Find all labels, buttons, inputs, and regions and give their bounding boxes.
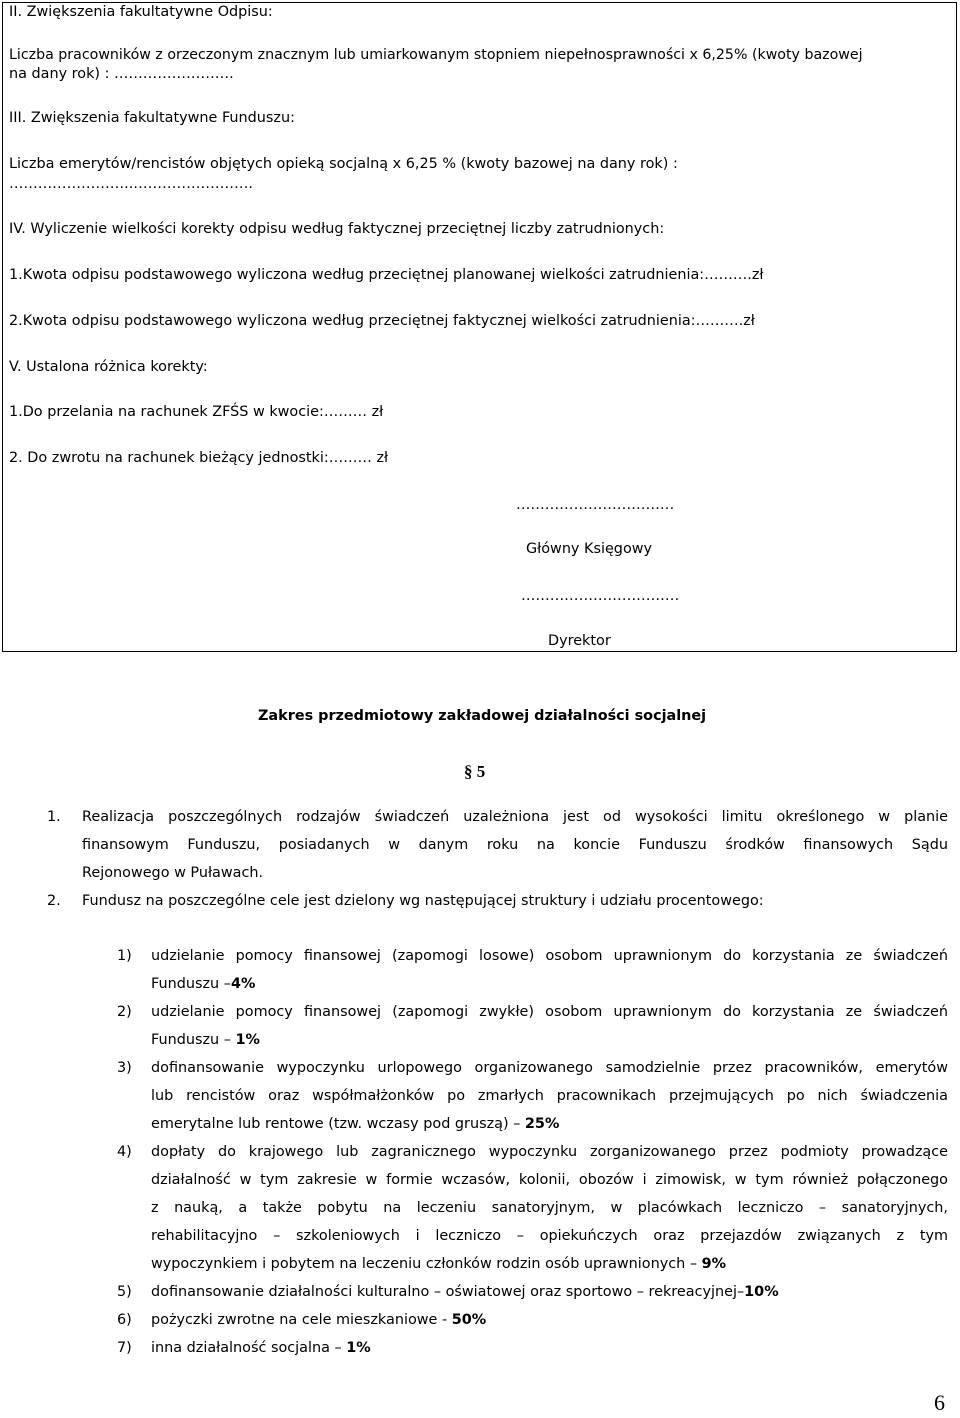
- point-1-line2: finansowym Funduszu, posiadanych w danym roku na koncie Funduszu środków finansowych Sądu: [82, 837, 948, 853]
- point-1-line1: Realizacja poszczególnych rodzajów świadczeń uzależniona jest od wysokości limitu określonego w planie: [82, 809, 948, 825]
- item-4-line3: z nauką, a także pobytu na leczeniu sanatoryjnym, w placówkach leczniczo – sanatoryjnych,: [151, 1200, 948, 1216]
- signature-label-accountant: Główny Księgowy: [526, 541, 653, 557]
- point-2-text: Fundusz na poszczególne cele jest dzielony wg następującej struktury i udziału procentowego:: [82, 893, 764, 909]
- item-1-line1: udzielanie pomocy finansowej (zapomogi losowe) osobom uprawnionym do korzystania ze świadczeń: [151, 948, 948, 964]
- section-ii-heading: II. Zwiększenia fakultatywne Odpisu:: [9, 4, 273, 20]
- item-1-line2: Funduszu –4%: [151, 976, 256, 992]
- item-5-percentage: 10%: [744, 1284, 779, 1300]
- item-3-percentage: 25%: [524, 1116, 560, 1132]
- item-7-number: 7): [117, 1340, 132, 1356]
- item-4-line2: działalność w tym zakresie w formie wczasów, kolonii, obozów i zimowisk, w tym również połączonego: [151, 1172, 948, 1188]
- item-6-line1: pożyczki zwrotne na cele mieszkaniowe - 50%: [151, 1312, 487, 1328]
- item-6-percentage: 50%: [451, 1312, 487, 1328]
- section-v-item2: 2. Do zwrotu na rachunek bieżący jednostki:……… zł: [9, 450, 389, 466]
- document-title: Zakres przedmiotowy zakładowej działalności socjalnej: [258, 708, 707, 724]
- item-7-line1: inna działalność socjalna – 1%: [151, 1340, 371, 1356]
- section-ii-line1: Liczba pracowników z orzeczonym znacznym lub umiarkowanym stopniem niepełnosprawności x 6,25% (kwoty bazowej: [9, 47, 863, 63]
- item-3-line2: lub rencistów oraz współmałżonków po zmarłych pracownikach przejmujących po nich świadczenia: [151, 1088, 948, 1104]
- paragraph-mark: § 5: [464, 762, 486, 781]
- item-2-percentage: 1%: [235, 1032, 260, 1048]
- point-1-line3: Rejonowego w Puławach.: [82, 865, 264, 881]
- point-1-number: 1.: [47, 809, 61, 825]
- item-5-number: 5): [117, 1284, 132, 1300]
- item-2-line2: Funduszu – 1%: [151, 1032, 260, 1048]
- item-2-number: 2): [117, 1004, 132, 1020]
- section-iii-heading: III. Zwiększenia fakultatywne Funduszu:: [9, 110, 295, 126]
- item-4-line4: rehabilitacyjno – szkoleniowych i leczniczo – opiekuńczych oraz przejazdów związanych z tym: [151, 1228, 948, 1244]
- item-7-percentage: 1%: [346, 1340, 371, 1356]
- section-iii-line1: Liczba emerytów/rencistów objętych opieką socjalną x 6,25 % (kwoty bazowej na dany rok) :: [9, 156, 678, 172]
- section-iv-item2: 2.Kwota odpisu podstawowego wyliczona według przeciętnej faktycznej wielkości zatrudnienia:……….zł: [9, 313, 755, 329]
- item-4-line5: wypoczynkiem i pobytem na leczeniu członków rodzin osób uprawnionych – 9%: [151, 1256, 727, 1272]
- section-iv-item1: 1.Kwota odpisu podstawowego wyliczona według przeciętnej planowanej wielkości zatrudnienia:……….zł: [9, 267, 764, 283]
- section-v-item1: 1.Do przelania na rachunek ZFŚS w kwocie:……… zł: [9, 404, 384, 420]
- signature-line-director: ……………………………: [521, 588, 680, 604]
- section-ii-line2: na dany rok) : …………………….: [9, 66, 234, 82]
- item-6-number: 6): [117, 1312, 132, 1328]
- item-4-percentage: 9%: [701, 1256, 727, 1272]
- item-4-number: 4): [117, 1144, 132, 1160]
- page-number: 6: [934, 1390, 945, 1415]
- item-4-line1: dopłaty do krajowego lub zagranicznego wypoczynku zorganizowanego przez podmioty prowadzące: [151, 1144, 948, 1160]
- item-2-line1: udzielanie pomocy finansowej (zapomogi zwykłe) osobom uprawnionym do korzystania ze świadczeń: [151, 1004, 948, 1020]
- signature-label-director: Dyrektor: [548, 633, 611, 649]
- item-3-line3: emerytalne lub rentowe (tzw. wczasy pod gruszą) – 25%: [151, 1116, 560, 1132]
- signature-line-accountant: ……………………………: [516, 497, 675, 513]
- item-1-number: 1): [117, 948, 132, 964]
- section-v-heading: V. Ustalona różnica korekty:: [9, 359, 208, 375]
- point-2-number: 2.: [47, 893, 61, 909]
- item-5-line1: dofinansowanie działalności kulturalno – oświatowej oraz sportowo – rekreacyjnej–10%: [151, 1284, 779, 1300]
- section-iv-heading: IV. Wyliczenie wielkości korekty odpisu według faktycznej przeciętnej liczby zatrudnionych:: [9, 221, 665, 237]
- item-1-percentage: 4%: [230, 976, 256, 992]
- section-iii-line2: ……………………..…………………….: [9, 176, 253, 192]
- item-3-line1: dofinansowanie wypoczynku urlopowego organizowanego samodzielnie przez pracowników, emerytów: [151, 1060, 948, 1076]
- item-3-number: 3): [117, 1060, 132, 1076]
